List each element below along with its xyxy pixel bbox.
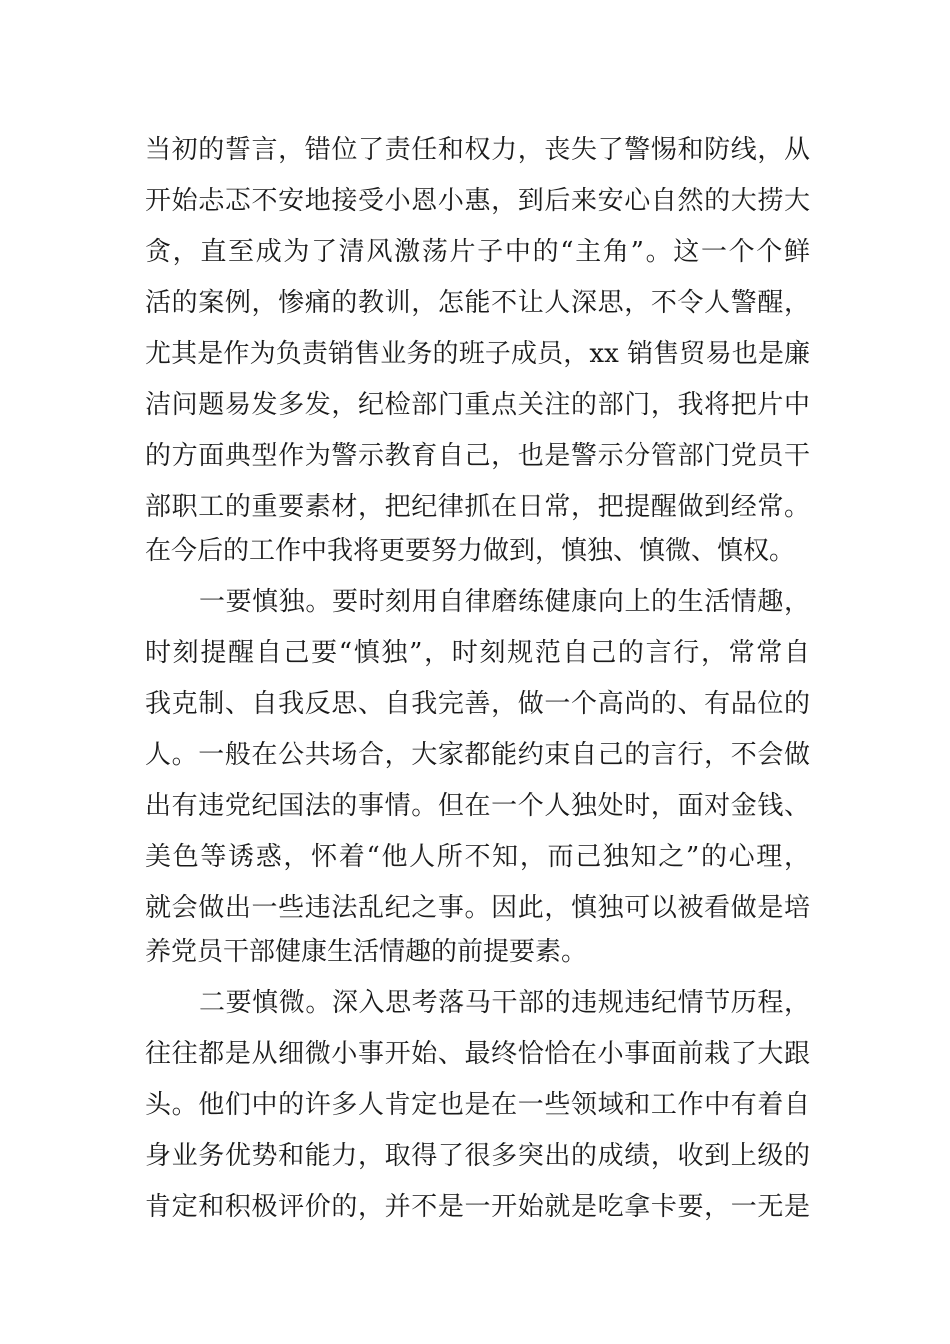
text-line: 往往都是从细微小事开始、最终恰恰在小事面前栽了大跟: [145, 1039, 810, 1069]
text-line: 在今后的工作中我将更要努力做到，慎独、慎微、慎权。: [145, 536, 796, 566]
text-line: 身业务优势和能力，取得了很多突出的成绩，收到上级的: [145, 1141, 810, 1171]
text-line: 的方面典型作为警示教育自己，也是警示分管部门党员干: [145, 441, 810, 471]
text-line: 肯定和积极评价的，并不是一开始就是吃拿卡要，一无是: [145, 1192, 810, 1222]
text-line: 就会做出一些违法乱纪之事。因此，慎独可以被看做是培: [145, 893, 810, 923]
text-line: 活的案例，惨痛的教训，怎能不让人深思，不令人警醒，: [145, 288, 810, 318]
text-line: 时刻提醒自己要“慎独”，时刻规范自己的言行，常常自: [145, 638, 810, 668]
text-line: 我克制、自我反思、自我完善，做一个高尚的、有品位的: [145, 689, 810, 719]
text-line: 养党员干部健康生活情趣的前提要素。: [145, 937, 588, 967]
text-line: 当初的誓言，错位了责任和权力，丧失了警惕和防线，从: [145, 135, 810, 165]
text-line: 人。一般在公共场合，大家都能约束自己的言行，不会做: [145, 740, 810, 770]
text-line: 开始忐忑不安地接受小恩小惠，到后来安心自然的大捞大: [145, 186, 810, 216]
paragraph-heading-line: 二要慎微。深入思考落马干部的违规违纪情节历程，: [199, 988, 810, 1018]
text-line: 美色等诱惑，怀着“他人所不知，而己独知之”的心理，: [145, 842, 810, 872]
paragraph-heading-line: 一要慎独。要时刻用自律磨练健康向上的生活情趣，: [199, 587, 810, 617]
text-line: 尤其是作为负责销售业务的班子成员，xx 销售贸易也是廉: [145, 339, 810, 369]
text-line: 洁问题易发多发，纪检部门重点关注的部门，我将把片中: [145, 390, 810, 420]
text-line: 头。他们中的许多人肯定也是在一些领域和工作中有着自: [145, 1090, 810, 1120]
text-line: 出有违党纪国法的事情。但在一个人独处时，面对金钱、: [145, 791, 810, 821]
text-line: 部职工的重要素材，把纪律抓在日常，把提醒做到经常。: [145, 492, 810, 522]
text-line: 贪，直至成为了清风激荡片子中的“主角”。这一个个鲜: [145, 237, 810, 267]
